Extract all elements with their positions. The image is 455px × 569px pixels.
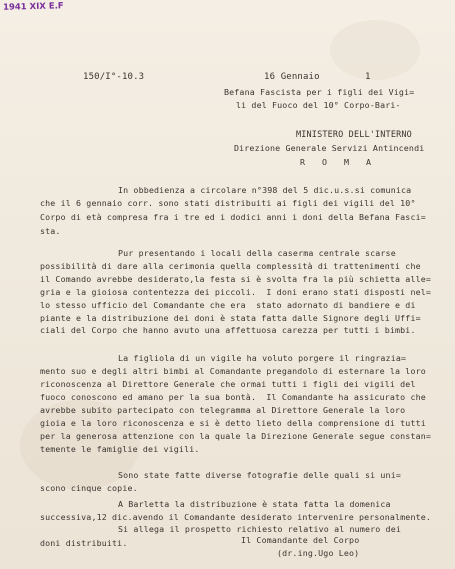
body-line: il Comando avrebbe desiderato,la festa si è svolta fra la più schietta alle= — [40, 274, 432, 284]
body-line: Corpo di età compresa fra i tre ed i dodici anni i doni della Befana Fasci= — [40, 212, 426, 222]
body-line: doni distribuiti. — [40, 538, 128, 548]
body-line: gioia e la loro riconoscenza e si è detto lieto della comprensione di tutti — [40, 418, 426, 428]
page-mark: 1 — [365, 72, 371, 82]
recipient-direction: Direzione Generale Servizi Antincendi — [234, 143, 425, 153]
body-line: per la generosa attenzione con la quale la Direzione Generale segue constan= — [40, 431, 432, 441]
letter-date: 16 Gennaio — [264, 72, 320, 82]
body-line: In obbedienza a circolare n°398 del 5 dic.u.s.si comunica — [118, 185, 412, 195]
body-line: avrebbe subito partecipato con telegramma al Direttore Generale la loro — [40, 405, 406, 415]
signature-title: Il Comandante del Corpo — [241, 535, 360, 545]
subject-line-1: Befana Fascista per i figli dei Vigi= — [224, 87, 415, 97]
body-line: fuoco conoscono ed amano per la sua bontà. Il Comandante ha assicurato che — [40, 392, 426, 402]
signature-name: (dr.ing.Ugo Leo) — [277, 548, 360, 558]
body-line: scono cinque copie. — [40, 483, 138, 493]
body-line: Sono state fatte diverse fotografie delle quali si uni= — [118, 470, 401, 480]
body-line: gria e la gioiosa contentezza dei piccoli. I doni erano stati disposti nel= — [40, 287, 432, 297]
body-line: mento suo e degli altri bimbi al Comandante pregandolo di esternare la loro — [40, 366, 426, 376]
subject-line-2: li del Fuoco del 10° Corpo-Bari- — [236, 100, 401, 110]
body-line: A Barletta la distribuzione è stata fatta la domenica — [118, 499, 391, 509]
body-line: sta. — [40, 226, 61, 236]
body-line: Pur presentando i locali della caserma centrale scarse — [118, 248, 396, 258]
body-line: lo stesso ufficio del Comandante che era stato adornato di bandiere e di — [40, 300, 416, 310]
body-line: La figliola di un vigile ha voluto porgere il ringrazia= — [118, 353, 407, 363]
recipient-city: R O M A — [300, 157, 377, 167]
body-line: temente le famiglie dei vigili. — [40, 444, 200, 454]
recipient-ministry: MINISTERO DELL'INTERNO — [296, 130, 412, 140]
paper-stain — [330, 20, 420, 80]
handwritten-archive-note: 1941 XIX E.F — [2, 1, 64, 13]
body-line: Si allega il prospetto richiesto relativo al numero dei — [118, 524, 401, 534]
body-line: possibilità di dare alla cerimonia quella complessità di trattenimenti che — [40, 261, 421, 271]
body-line: che il 6 gennaio corr. sono stati distribuiti ai figli dei vigili del 10° — [40, 198, 416, 208]
protocol-number: 150/I°-10.3 — [83, 72, 145, 82]
body-line: riconoscenza al Direttore Generale che ormai tutti i figli dei vigili del — [40, 379, 416, 389]
body-line: successiva,12 dic.avendo il Comandante desiderato intervenire personalmente. — [40, 512, 432, 522]
body-line: ciali del Corpo che hanno avuto una affettuosa carezza per tutti i bimbi. — [40, 325, 416, 335]
body-line: piante e la distribuzione dei doni è stata fatta dalle Signore degli Uffi= — [40, 313, 421, 323]
